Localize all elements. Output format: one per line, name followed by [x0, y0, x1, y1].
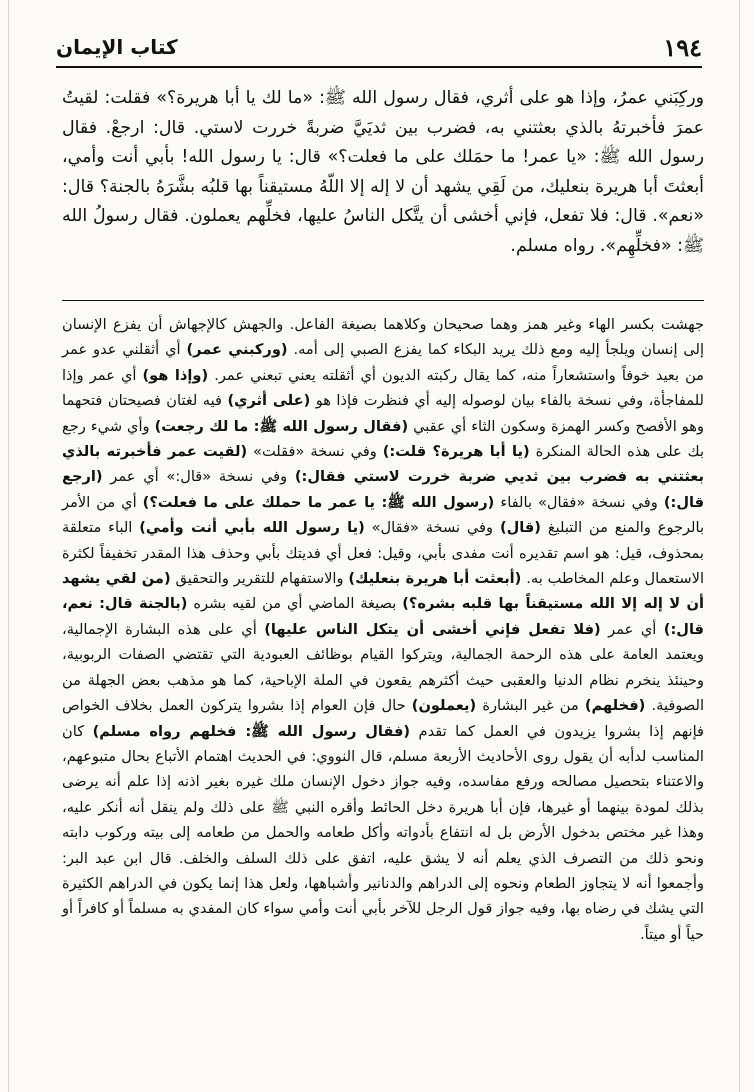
quoted-phrase: (يعملون)	[411, 697, 477, 715]
quoted-phrase: (على أثري)	[227, 392, 311, 410]
quoted-phrase: (يا رسول الله بأبي أنت وأمي)	[139, 519, 365, 537]
commentary-text-segment: بصيغة الماضي أي من لقيه بشره	[193, 595, 397, 613]
commentary-text-segment: أي من الأمر بالرجوع والمنع من التبليغ	[62, 493, 705, 537]
commentary-text-segment: وأي شيء رجع بك على هذه الحالة المنكرة	[62, 417, 705, 461]
commentary-text	[62, 312, 704, 947]
quoted-phrase: (لقيت عمر فأخبرته بالذي بعثتني به فضرب بين ثديي ضربة خررت لاستي فقال:)	[62, 443, 705, 486]
quoted-phrase: (فقال رسول الله ﷺ: فخلهم رواه مسلم)	[92, 722, 411, 740]
commentary-text-segment: الباء متعلقة بمحذوف، قيل: هو اسم تقديره أنت مفدى بأبي، وقيل: فعل أي فديتك بأبي وحذف هذا المقدر تخفيفاً لكثرة الاستعمال وعلم المخاطب به.	[62, 519, 705, 588]
commentary-text-segment: جهشت بكسر الهاء وغير همز وهما صحيحان وكلاهما بصيغة الفاعل. والجهش كالإجهاش أن يفزع الإنسان إلى إنسان ويلجأ إليه ومع ذلك يريد البكاء كما يفزع الصبي إلى أمه.	[62, 316, 705, 359]
page-edge-right	[739, 0, 754, 1092]
commentary-text-segment: حال فإن العوام إذا بشروا يتركون العمل بخلاف الخواص فإنهم إذا بشروا يزيدون في العمل كما تقدم	[62, 697, 705, 740]
commentary-text-segment: أي على هذه البشارة الإجمالية، ويعتمد العامة على هذه الرحمة الجمالية، ويتركوا القيام بوظائف العبودية التي تقتضي الصفات الربوبية، وحينئذ ينخرم نظام الدنيا والعقبى حيث أكثرهم يقعون في الملة الإباحية، كما هو مذهب بعض الجهلة من الصوفية.	[62, 620, 705, 715]
quoted-phrase: (قال)	[499, 519, 541, 537]
hadith-paragraph: وركِبَني عمرُ، وإذا هو على أثري، فقال رسول الله ﷺ: «ما لك يا أبا هريرة؟» فقلت: لقيتُ عمرَ فأخبرتهُ بالذي بعثتني به، فضرب بين ثديَيَّ ضربةً خررت لاستي. قال: ارجعْ. فقال رسول الله ﷺ: «يا عمر! ما حمَلك على ما فعلت؟» قال: يا رسول الله! بأبي أنت وأمي، أبعثتَ أبا هريرة بنعليك، من لَقِي يشهد أن لا إله إلا اللّهُ مستيقناً بها قلبُه بشَّرَهُ بالجنة؟ قال: «نعم». قال: فلا تفعل، فإني أخشى أن يتَّكل الناسُ عليها، فخلِّهم يعملون. فقال رسولُ الله ﷺ: «فخلِّهِم». رواه مسلم.	[62, 88, 704, 256]
commentary-text-segment: فيه لغتان فصيحتان فتحهما وهو الأفصح وكسر الهمزة وسكون الثاء أي عقبي	[62, 392, 705, 435]
commentary-text-segment: وفي نسخة «فقال» بالفاء	[500, 493, 658, 511]
commentary-text-segment: أي عمر	[608, 620, 657, 638]
header-rule	[56, 66, 702, 68]
quoted-phrase: (ارجع قال:)	[62, 468, 705, 511]
quoted-phrase: (فلا تفعل فإني أخشى أن يتكل الناس عليها)	[264, 620, 601, 638]
commentary-text-segment: كان المناسب لدأبه أن يقول روى الأحاديث الأربعة مسلم، قال النووي: في الحديث اهتمام الأتباع بحال متبوعهم، والاعتناء بتحصيل مصالحه ورفع مفاسده، وفيه جواز دخول الإنسان ملك غيره بغير اذنه إذا علم أنه يرضى بذلك لمودة بينهما أو غيرها، فإن أبا هريرة دخل الحائط وأقره النبي ﷺ على ذلك ولم ينقل أنه أنكر عليه، وهذا غير مختص بدخول الأرض بل له انتفاع بأدواته وأكل طعامه والحمل من طعامه إلى بيته وركوب دابته ونحو ذلك من التصرف الذي يعلم أنه لا يشق عليه، اتفق على ذلك السلف والخلف. قال ابن عبد البر: وأجمعوا أنه لا يتجاوز الطعام ونحوه إلى الدراهم والدنانير وأشباهها، ولعل هذا إنما يكون في الدراهم الكثيرة التي يشك في رضاه بها، وفيه جواز قول الرجل للآخر بأبي أنت وأمي سواء كان المفدي به مسلماً أو كافراً أو حياً أو ميتاً.	[62, 722, 704, 943]
commentary-text-segment: أي عمر	[110, 468, 159, 486]
footnote-divider	[62, 300, 704, 301]
quoted-phrase: (وإذا هو)	[142, 366, 209, 384]
running-title: كتاب الإيمان	[56, 35, 178, 59]
quoted-phrase: (من لقي يشهد أن لا إله إلا الله مستيقناً بها قلبه بشره؟)	[62, 570, 704, 613]
quoted-phrase: (يا أبا هريرة؟ قلت:)	[382, 443, 530, 461]
commentary-text-segment: والاستفهام للتقرير والتحقيق	[175, 570, 344, 588]
quoted-phrase: (فقال رسول الله ﷺ: ما لك رجعت)	[154, 417, 409, 435]
page-edge-left	[0, 0, 9, 1092]
commentary-text-segment: أي أثقلني عدو عمر من بعيد خوفاً واستشعاراً منه، كما يقال ركبته الديون أي أثقلته يعني تبعني عمر.	[62, 341, 704, 384]
hadith-text	[62, 84, 704, 261]
quoted-phrase: (أبعثت أبا هريرة بنعليك)	[348, 570, 522, 588]
commentary-paragraph	[62, 312, 704, 947]
quoted-phrase: (بالجنة قال: نعم، قال:)	[62, 595, 704, 638]
commentary-text-segment: وفي نسخة «قال:»	[166, 468, 288, 486]
commentary-text-segment: أي عمر وإذا للمفاجأة، وفي نسخة بالفاء بيان لوصوله إليه أي فنظرت فإذا هو	[62, 366, 704, 410]
page-number: ١٩٤	[663, 32, 702, 62]
page-header	[56, 30, 702, 64]
commentary-text-segment: من غير البشارة	[482, 697, 579, 715]
commentary-text-segment: وفي نسخة «فقال»	[371, 519, 494, 537]
quoted-phrase: (فخلهم)	[584, 697, 646, 715]
quoted-phrase: (وركبني عمر)	[186, 341, 288, 359]
commentary-text-segment: وفي نسخة «فقلت»	[253, 443, 377, 461]
quoted-phrase: (رسول الله ﷺ: يا عمر ما حملك على ما فعلت؟)	[142, 493, 495, 511]
